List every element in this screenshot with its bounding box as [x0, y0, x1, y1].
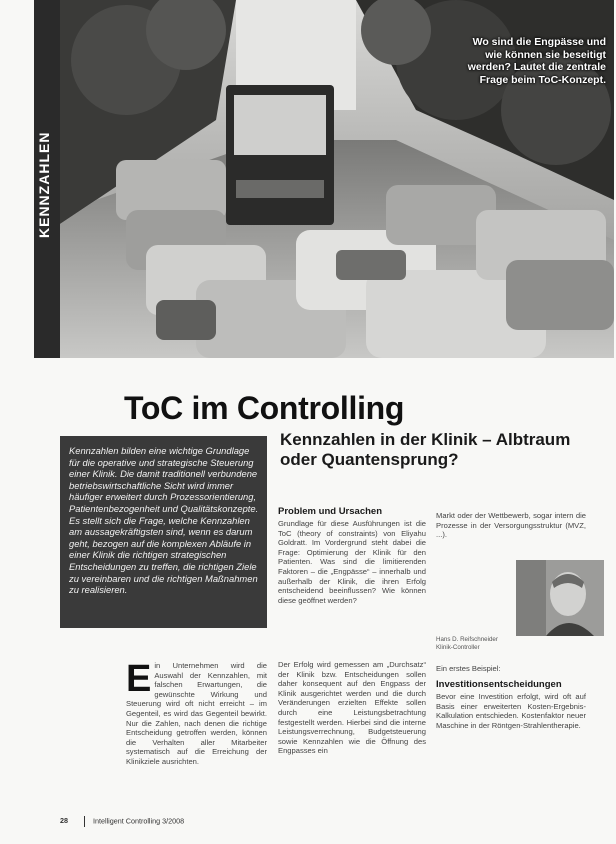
body-text-middle-lower: Der Erfolg wird gemessen am „Durchsatz“ der Klinik bzw. Entscheidungen sollen daher konsequent auf den Engpass der Klinik ausgerichtet werden und die durch Veränderungen erzielten Effekte sollen durch eine Leistungsbetrachtung festgestellt werden. Hierbei sind die interne Leistungsverrechnung, Budgetsteuerung sowie Kennzahlen wie die Öffnung des Engpasses ein: [278, 660, 426, 756]
body-text-right-top: Markt oder der Wettbewerb, sogar intern die Prozesse in der Versorgungsstruktur (MVZ, ...).: [436, 511, 586, 540]
intro-text: Kennzahlen bilden eine wichtige Grundlage für die operative und strategische Steuerung einer Klinik. Die damit traditionell verbundene betriebswirtschaftliche Sicht wird immer häufiger erweitert durch Prozessorientierung, Patientenbezogenheit und Qualitätskonzepte. Es stellt sich die Frage, welche Kennzahlen am aussagekräftigsten sind, wenn es darum geht, bezogen auf die komplexen Abläufe in einer Klinik die richtigen strategischen Entscheidungen zu treffen, die richtigen Ziele zu vereinbaren und die richtigen Maßnahmen zu realisieren.: [69, 445, 259, 596]
body-text-investment: Bevor eine Investition erfolgt, wird oft auf Basis einer erweiterten Kosten-Ergebnis-Kalkulation entschieden. Kostenfaktor neuer Maschine in der Röntgen-Strahlentherapie.: [436, 692, 586, 730]
drop-cap: E: [126, 658, 152, 700]
intro-box: [60, 436, 267, 628]
footer-divider: [84, 816, 85, 827]
body-text-left-lower: in Unternehmen wird die Auswahl der Kennzahlen, mit falschen Erwartungen, die gewünschte Wirkung und Steuerung wird oft nicht erreicht – im Gegenteil, es wird das Gegenteil bewirkt. Nur die Zahlen, nach denen die richtige Entscheidung getroffen werden, können die Verhalten aller Mitarbeiter systematisch auf die Erreichung der Klinikziele ausrichten.: [126, 661, 267, 766]
photo-caption: Wo sind die Engpässe und wie können sie beseitigt werden? Lautet die zentrale Frage beim ToC-Konzept.: [467, 36, 606, 86]
page-number: 28: [60, 816, 68, 826]
column-investment: [436, 679, 586, 730]
body-text-problem: Grundlage für diese Ausführungen ist die ToC (theory of constraints) von Eliyahu Goldratt. Im Vordergrund steht dabei die Frage: Optimierung der Klinik für den Patienten. Was sind die limitierenden Faktoren – die „Engpässe“ – innerhalb und außerhalb der Klinik, die ihren Erfolg entscheidend beeinflussen? Wie können diese geöffnet werden?: [278, 519, 426, 605]
example-line: Ein erstes Beispiel:: [436, 664, 501, 673]
author-portrait-illustration: [516, 560, 604, 636]
page-footer: [60, 816, 460, 827]
publication-name: Intelligent Controlling 3/2008: [93, 816, 185, 826]
column-problem: [278, 506, 426, 605]
portrait-caption: Hans D. Reifschneider Klinik-Controller: [436, 636, 498, 651]
section-heading-investment: Investitionsentscheidungen: [436, 679, 562, 690]
section-heading-problem: Problem und Ursachen: [278, 506, 382, 517]
article-headline: Kennzahlen in der Klinik – Albtraum oder Quantensprung?: [280, 430, 571, 469]
column-left-lower: [126, 658, 267, 767]
column-middle-lower: [278, 660, 426, 756]
column-right-top: [436, 511, 586, 540]
article-title: ToC im Controlling: [124, 390, 405, 427]
section-label: KENNZAHLEN: [36, 131, 52, 239]
author-portrait: [516, 560, 604, 636]
traffic-jam-photo: [36, 0, 614, 358]
